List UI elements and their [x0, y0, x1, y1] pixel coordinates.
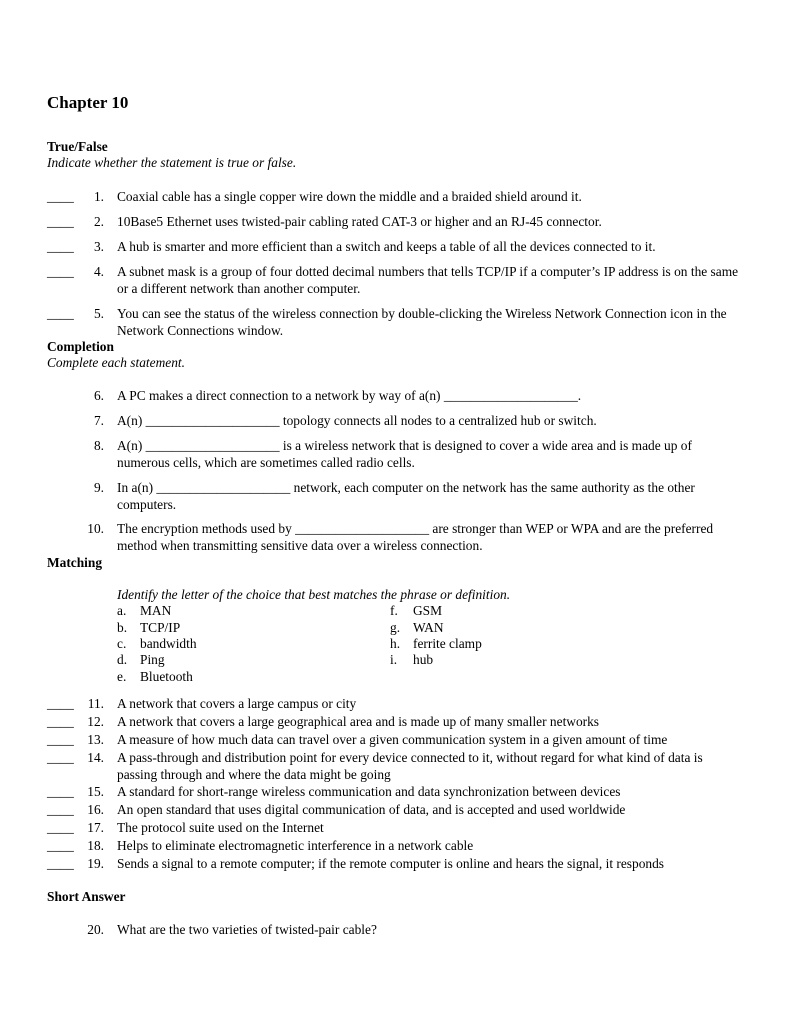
question-text: A subnet mask is a group of four dotted decimal numbers that tells TCP/IP if a computer’s IP address is on the same or a different network than another computer.	[117, 264, 739, 296]
question-text: You can see the status of the wireless connection by double-clicking the Wireless Network Connection icon in the Network Connections window.	[117, 306, 727, 338]
answer-blank[interactable]: ____	[47, 696, 74, 711]
question-number: 3.	[93, 239, 104, 254]
answer-blank[interactable]: ____	[47, 214, 74, 229]
choice-letter: d.	[117, 652, 128, 667]
choice-text: GSM	[413, 603, 443, 618]
answer-blank[interactable]: ____	[47, 239, 74, 254]
choice-text: TCP/IP	[140, 620, 181, 635]
question-number: 20.	[87, 922, 104, 937]
answer-blank[interactable]: ____	[47, 856, 74, 871]
answer-blank[interactable]: ____	[47, 264, 74, 279]
question-text: A(n) ____________________ topology connects all nodes to a centralized hub or switch.	[117, 413, 597, 428]
question-number: 12.	[87, 714, 104, 729]
question-text: A network that covers a large campus or city	[117, 696, 357, 711]
question-text: 10Base5 Ethernet uses twisted-pair cabling rated CAT-3 or higher and an RJ-45 connector.	[117, 214, 602, 229]
answer-blank[interactable]: ____	[47, 189, 74, 204]
question-number: 10.	[87, 521, 104, 536]
question-text: Sends a signal to a remote computer; if the remote computer is online and hears the signal, it responds	[117, 856, 665, 871]
answer-blank[interactable]: ____	[47, 732, 74, 747]
answer-blank[interactable]: ____	[47, 802, 74, 817]
question-text: In a(n) ____________________ network, each computer on the network has the same authority as the other computers.	[117, 480, 695, 512]
question-text: A hub is smarter and more efficient than a switch and keeps a table of all the devices connected to it.	[117, 239, 656, 254]
question-number: 9.	[93, 480, 104, 495]
choice-text: Ping	[140, 652, 165, 667]
short-answer-heading: Short Answer	[47, 889, 126, 904]
question-text: The protocol suite used on the Internet	[117, 820, 324, 835]
true-false-instruction: Indicate whether the statement is true or false.	[47, 155, 297, 170]
question-number: 14.	[87, 750, 104, 765]
question-text: A measure of how much data can travel over a given communication system in a given amount of time	[117, 732, 668, 747]
question-number: 11.	[87, 696, 104, 711]
question-number: 6.	[93, 388, 104, 403]
question-number: 18.	[87, 838, 104, 853]
choice-text: Bluetooth	[140, 669, 193, 684]
answer-blank[interactable]: ____	[47, 820, 74, 835]
choice-letter: b.	[117, 620, 128, 635]
question-text: The encryption methods used by ____________________ are stronger than WEP or WPA and are the preferred method when transmitting sensitive data over a wireless connection.	[117, 521, 714, 553]
question-number: 13.	[87, 732, 104, 747]
page-title: Chapter 10	[47, 93, 129, 112]
choice-letter: f.	[390, 603, 398, 618]
question-number: 17.	[87, 820, 104, 835]
completion-instruction: Complete each statement.	[47, 355, 185, 370]
question-number: 15.	[87, 784, 104, 799]
answer-blank[interactable]: ____	[47, 838, 74, 853]
question-text: An open standard that uses digital communication of data, and is accepted and used worldwide	[117, 802, 626, 817]
question-text: A pass-through and distribution point for every device connected to it, without regard for what kind of data is passing through and where the data might be going	[117, 750, 703, 782]
question-text: A(n) ____________________ is a wireless network that is designed to cover a wide area and is made up of numerous cells, which are sometimes called radio cells.	[117, 438, 692, 470]
choice-text: hub	[413, 652, 434, 667]
question-number: 5.	[93, 306, 104, 321]
question-number: 8.	[93, 438, 104, 453]
choice-letter: g.	[390, 620, 401, 635]
question-text: What are the two varieties of twisted-pair cable?	[117, 922, 377, 937]
question-text: A standard for short-range wireless communication and data synchronization between devices	[117, 784, 621, 799]
answer-blank[interactable]: ____	[47, 750, 74, 765]
question-text: Coaxial cable has a single copper wire down the middle and a braided shield around it.	[117, 189, 582, 204]
choice-text: WAN	[413, 620, 444, 635]
choice-letter: i.	[390, 652, 398, 667]
choice-letter: a.	[117, 603, 127, 618]
question-number: 16.	[87, 802, 104, 817]
matching-instruction: Identify the letter of the choice that best matches the phrase or definition.	[117, 587, 511, 602]
question-text: Helps to eliminate electromagnetic interference in a network cable	[117, 838, 474, 853]
question-text: A network that covers a large geographical area and is made up of many smaller networks	[117, 714, 600, 729]
matching-heading: Matching	[47, 555, 103, 570]
question-text: A PC makes a direct connection to a network by way of a(n) ____________________.	[117, 388, 582, 403]
question-number: 1.	[93, 189, 104, 204]
choice-letter: c.	[117, 636, 127, 651]
choice-text: bandwidth	[140, 636, 197, 651]
choice-text: ferrite clamp	[413, 636, 482, 651]
completion-heading: Completion	[47, 339, 114, 354]
choice-text: MAN	[140, 603, 172, 618]
question-number: 7.	[93, 413, 104, 428]
choice-letter: h.	[390, 636, 401, 651]
question-number: 19.	[87, 856, 104, 871]
question-number: 4.	[93, 264, 104, 279]
answer-blank[interactable]: ____	[47, 714, 74, 729]
choice-letter: e.	[117, 669, 127, 684]
question-number: 2.	[93, 214, 104, 229]
true-false-heading: True/False	[47, 139, 108, 154]
answer-blank[interactable]: ____	[47, 784, 74, 799]
answer-blank[interactable]: ____	[47, 306, 74, 321]
